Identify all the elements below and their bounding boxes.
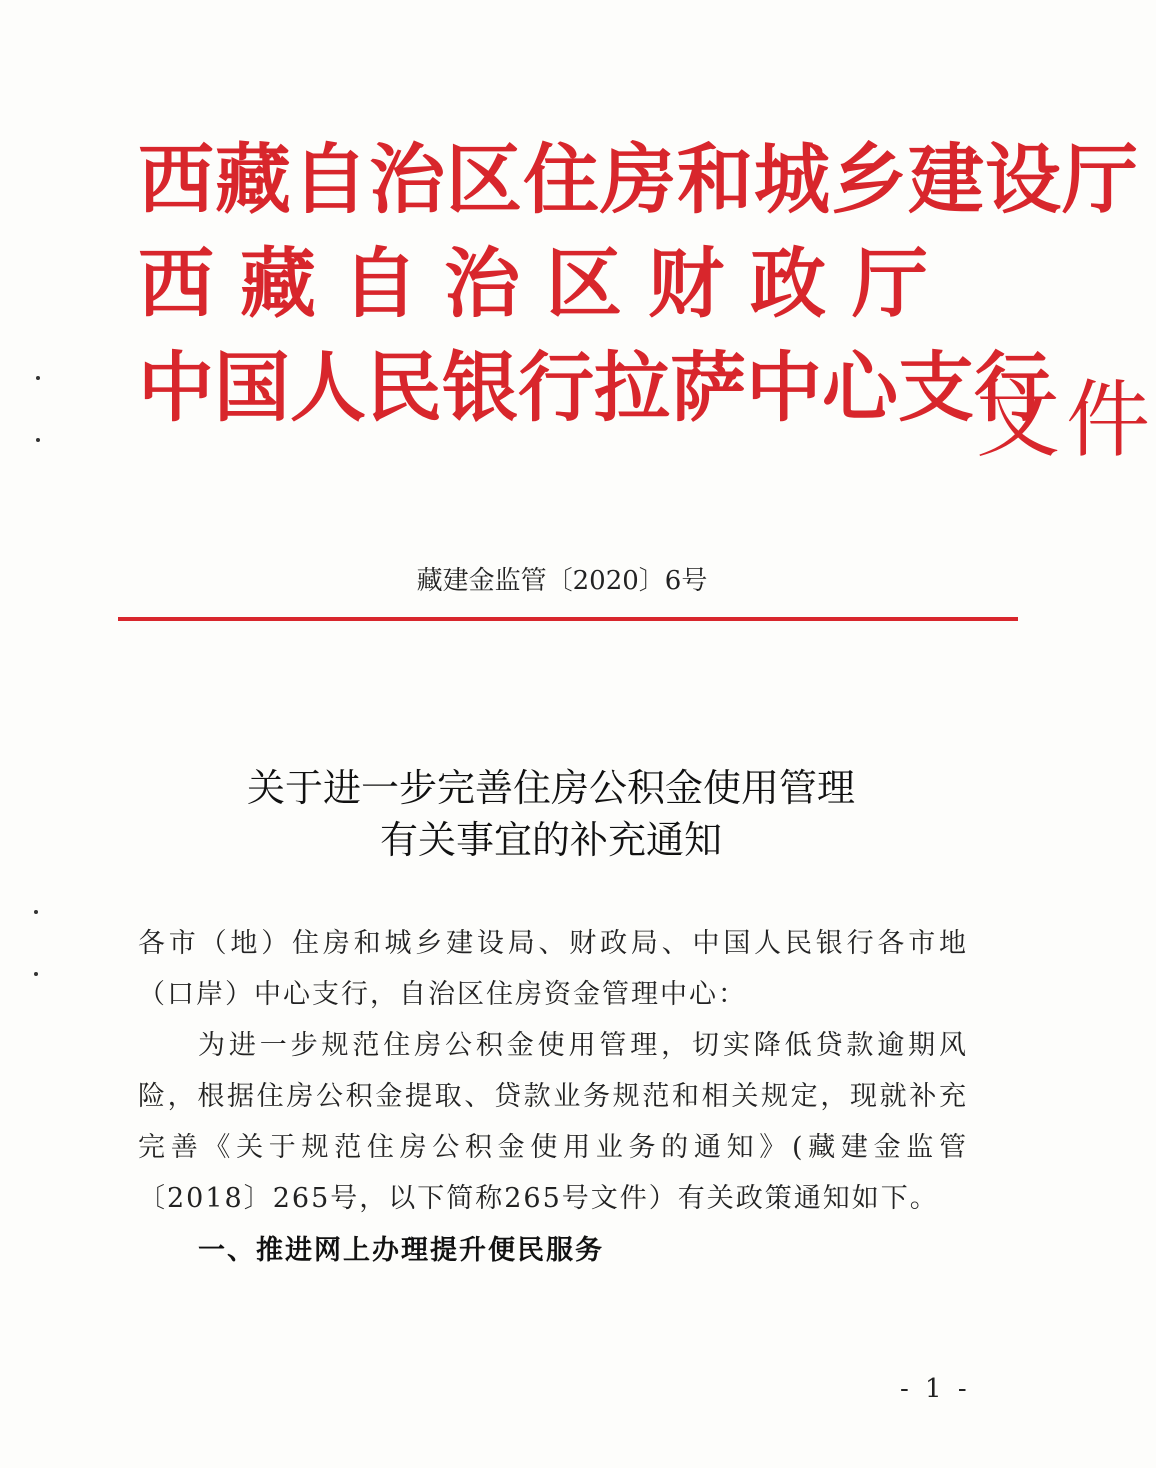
- page-number: - 1 -: [900, 1374, 971, 1404]
- section-heading: 一、推进网上办理提升便民服务: [198, 1235, 604, 1266]
- agency-housing-department: 西藏自治区住房和城乡建设厅: [138, 135, 1139, 224]
- issuing-agencies: [138, 128, 1156, 469]
- agency-finance-department: 西藏自治区财政厅: [138, 239, 954, 328]
- title-line-2: 有关事宜的补充通知: [379, 818, 722, 862]
- title-line-1: 关于进一步完善住房公积金使用管理: [246, 766, 855, 810]
- scan-mark: [36, 438, 40, 442]
- scan-mark: [34, 910, 38, 914]
- document-title: [0, 762, 1080, 866]
- document-type-label: 文件: [976, 371, 1156, 469]
- body-paragraph: 为进一步规范住房公积金使用管理，切实降低贷款逾期风险，根据住房公积金提取、贷款业务规范和相关规定，现就补充完善《关于规范住房公积金使用业务的通知》(藏建金监管〔2018〕265号，以下简称265号文件）有关政策通知如下。: [138, 1030, 968, 1214]
- document-number: 藏建金监管〔2020〕6号: [416, 566, 708, 596]
- scan-mark: [34, 972, 38, 976]
- document-body: [138, 918, 968, 1224]
- agency-pboc-lhasa: 中国人民银行拉萨中心支行: [138, 343, 1050, 432]
- scan-mark: [36, 376, 40, 380]
- red-divider-line: [118, 617, 1018, 621]
- salutation: 各市（地）住房和城乡建设局、财政局、中国人民银行各市地（口岸）中心支行，自治区住房资金管理中心：: [138, 928, 968, 1010]
